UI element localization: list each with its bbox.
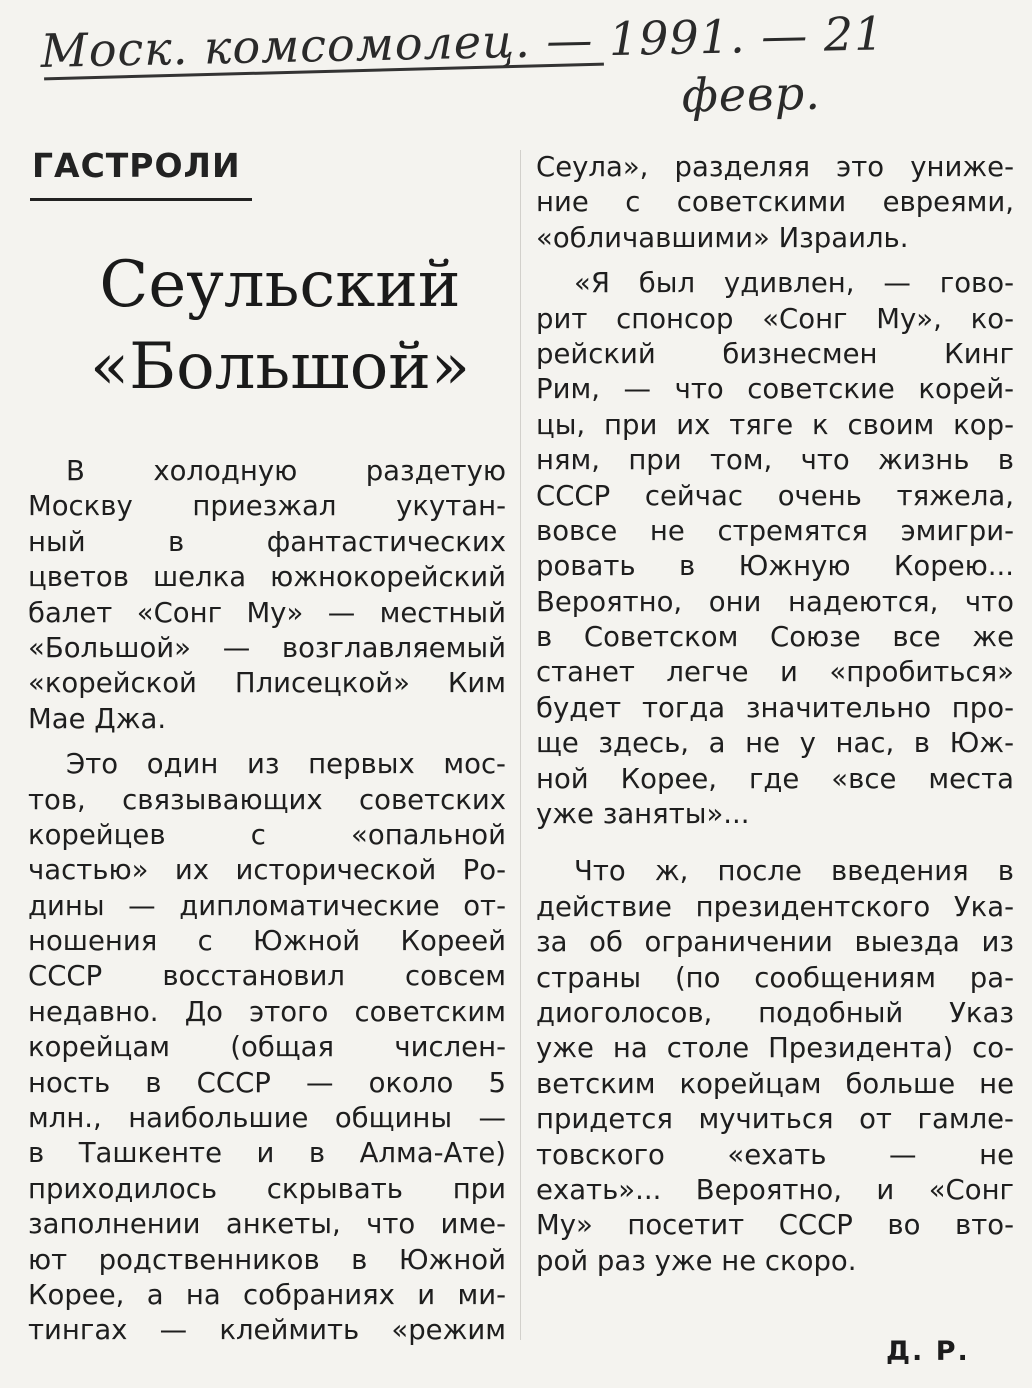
text-line: Мае Джа. [28,702,167,735]
text-line: балет «Сонг Му» — местный [28,596,506,629]
text-line: ют родственников в Южной [28,1243,506,1276]
section-rubric: ГАСТРОЛИ [32,146,241,185]
text-line: тов, связывающих советских [28,783,506,816]
text-line: ровать в Южную Корею... [536,550,1014,583]
text-line: «корейской Плисецкой» Ким [28,667,506,700]
article-column-right [536,150,1014,1279]
text-line: уже заняты»... [536,798,750,831]
text-line: Москву приезжал укутан- [28,490,506,523]
text-line: Вероятно, они надеются, что [536,585,1014,618]
text-line: рой раз уже не скоро. [536,1244,857,1277]
text-line: Рим, — что советские корей- [536,373,1014,406]
text-line: ветским корейцам больше не [536,1067,1014,1100]
handwritten-note-line2: февр. [681,65,822,123]
text-line: «Большой» — возглавляемый [28,631,506,664]
text-line: цы, при их тяге к своим кор- [536,408,1014,441]
text-line: Что ж, после введения в [574,855,1014,888]
text-line: корейцам (общая числен- [28,1031,506,1064]
text-line: будет тогда значительно про- [536,691,1014,724]
text-line: СССР сейчас очень тяжела, [536,479,1014,512]
text-line: диоголосов, подобный Указ [536,996,1014,1029]
text-line: вовсе не стремятся эмигри- [536,514,1014,547]
text-line: «обличавшими» Израиль. [536,221,909,254]
text-line: ням, при том, что жизнь в [536,444,1014,477]
text-line: «Я был удивлен, — гово- [574,267,1014,300]
text-line: ехать»... Вероятно, и «Сонг [536,1173,1014,1206]
text-line: В холодную раздетую [66,455,506,487]
text-line: рейский бизнесмен Кинг [536,337,1014,370]
rubric-underline [30,198,252,201]
text-line: в Ташкенте и в Алма-Ате) [28,1137,506,1170]
text-line: корейцев с «опальной [28,818,506,851]
text-line: рит спонсор «Сонг Му», ко- [536,302,1014,335]
text-line: ность в СССР — около 5 [28,1066,506,1099]
handwritten-note-line1: Моск. комсомолец. — 1991. — 21 [40,6,885,79]
text-line: Сеула», разделяя это униже- [536,151,1014,183]
author-signature: Д. Р. [886,1336,970,1367]
text-line: приходилось скрывать при [28,1172,506,1205]
text-line: действие президентского Ука- [536,890,1014,923]
text-line: в Советском Союзе все же [536,621,1014,654]
handwritten-source-note [40,4,1000,123]
text-line: ный в фантастических [28,525,506,558]
text-line: заполнении анкеты, что име- [28,1208,506,1241]
article-column-left [28,454,506,1349]
text-line: ще здесь, а не у нас, в Юж- [536,727,1014,760]
text-line: цветов шелка южнокорейский [28,561,506,594]
text-line: тингах — клеймить «режим [28,1314,506,1347]
text-line: ной Корее, где «все места [536,762,1014,795]
text-line: недавно. До этого советским [28,995,506,1028]
column-divider [520,150,521,1340]
text-line: Корее, а на собраниях и ми- [28,1278,506,1311]
text-line: Му» посетит СССР во вто- [536,1209,1014,1242]
text-line: млн., наибольшие общины — [28,1102,506,1135]
text-line: ношения с Южной Кореей [28,925,506,958]
text-line: страны (по сообщениям ра- [536,961,1014,994]
text-line: дины — дипломатические от- [28,889,506,922]
text-line: станет легче и «пробиться» [536,656,1014,689]
headline-line2: «Большой» [89,330,471,404]
headline-line1: Сеульский [99,248,461,322]
text-line: Это один из первых мос- [66,748,506,781]
text-line: товского «ехать — не [536,1138,1014,1171]
text-line: ние с советскими евреями, [536,186,1014,219]
text-line: СССР восстановил совсем [28,960,506,993]
text-line: за об ограничении выезда из [536,926,1014,959]
article-headline [40,244,520,408]
text-line: уже на столе Президента) со- [536,1032,1014,1065]
text-line: частью» их исторической Ро- [28,854,506,887]
text-line: придется мучиться от гамле- [536,1103,1014,1136]
